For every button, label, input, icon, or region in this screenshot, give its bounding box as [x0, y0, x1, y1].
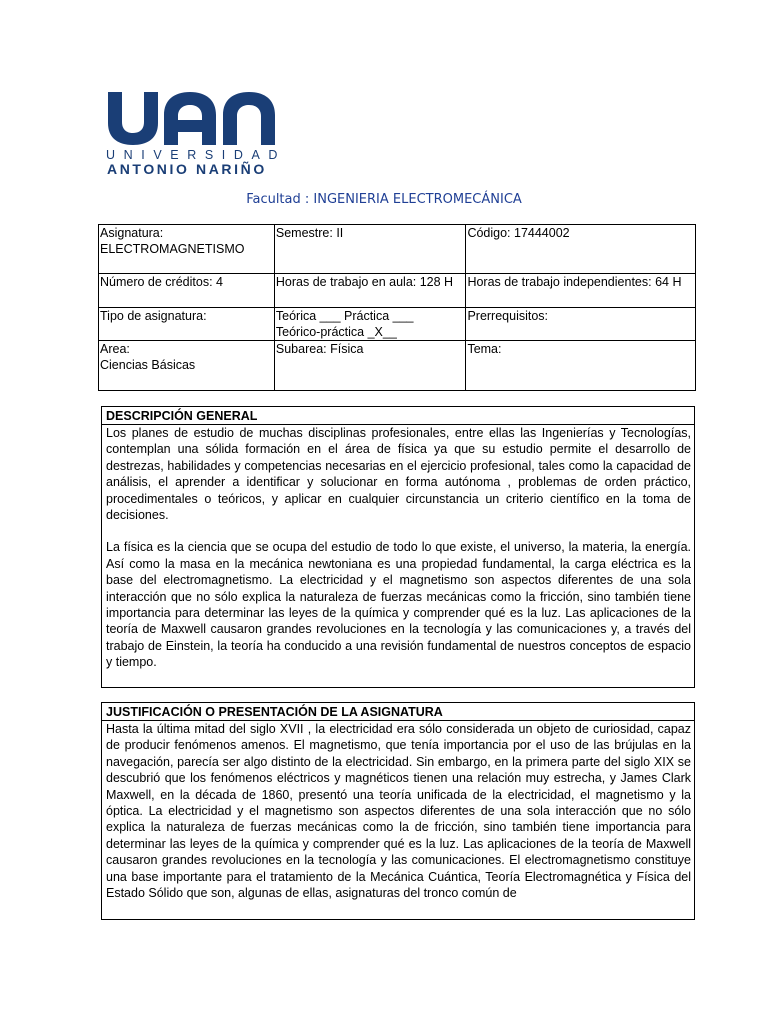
logo-antonio-narino-text: ANTONIO NARIÑO: [107, 161, 267, 177]
codigo-cell: Código: 17444002: [466, 225, 696, 274]
prerrequisitos-cell: Prerrequisitos:: [466, 308, 696, 341]
tema-cell: Tema:: [466, 341, 696, 391]
descripcion-paragraph-1: Los planes de estudio de muchas disciplinas profesionales, entre ellas las Ingenierías y Tecnologías, contemplan una sólida formación en el área de física ya que su estudio permite el desarrollo de destrezas, habilidades y competencias necesarias en el ejercicio profesional, tales como la capacidad de análisis, el aprender a identificar y solucionar en forma autónoma , problemas de orden práctico, procedimentales o teóricos, y aplicar en cualquier circunstancia un criterio científico en la toma de decisiones.: [106, 426, 691, 523]
asignatura-cell: Asignatura: ELECTROMAGNETISMO: [99, 225, 275, 274]
tipo-asignatura-cell: Tipo de asignatura:: [99, 308, 275, 341]
subarea-cell: Subarea: Física: [274, 341, 466, 391]
creditos-cell: Número de créditos: 4: [99, 274, 275, 308]
uan-logo-mark: [106, 90, 298, 146]
area-label: Area:: [100, 342, 130, 356]
course-info-table: [98, 224, 696, 391]
tipo-options-cell: [274, 308, 466, 341]
descripcion-title: DESCRIPCIÓN GENERAL: [102, 407, 694, 425]
justificacion-title: JUSTIFICACIÓN O PRESENTACIÓN DE LA ASIGNATURA: [102, 703, 694, 721]
descripcion-body: [102, 425, 694, 671]
tipo-options-line2: Teórico-práctica _X__: [275, 325, 397, 339]
descripcion-paragraph-2: La física es la ciencia que se ocupa del estudio de todo lo que existe, el universo, la materia, la energía. Así como la masa en la mecánica newtoniana es una propiedad fundamental, la carga eléctrica es la base del electromagnetismo. La electricidad y el magnetismo son aspectos diferentes de una sola interacción que no sólo explica la naturaleza de fuerzas mecánicas como la fricción, sino también tiene importancia para determinar las leyes de la química y comprender qué es la luz. Las aplicaciones de la teoría de Maxwell causaron grandes revoluciones en la tecnología y las comunicaciones y, a través del trabajo de Einstein, la teoría ha conducido a una revisión fundamental de nuestros conceptos de espacio y tiempo.: [106, 540, 691, 670]
horas-independientes-cell: Horas de trabajo independientes: 64 H: [466, 274, 696, 308]
horas-aula-cell: Horas de trabajo en aula: 128 H: [274, 274, 466, 308]
semestre-cell: Semestre: II: [274, 225, 466, 274]
logo-universidad-text: UNIVERSIDAD: [106, 148, 287, 162]
tipo-options-line1: Teórica ___ Práctica ___: [275, 309, 414, 323]
justificacion-body: [102, 721, 694, 901]
faculty-title: Facultad : INGENIERIA ELECTROMECÁNICA: [246, 192, 522, 207]
justificacion-paragraph-1: Hasta la última mitad del siglo XVII , la electricidad era sólo considerada un objeto de curiosidad, capaz de producir fenómenos amenos. El magnetismo, que tenía importancia por el uso de las brújulas en la navegación, parecía ser algo distinto de la electricidad. Sin embargo, en la primera parte del siglo XIX se descubrió que los fenómenos eléctricos y magnéticos tienen una relación muy estrecha, y James Clark Maxwell, en la década de 1860, presentó una teoría unificada de la electricidad, el magnetismo y la óptica. La electricidad y el magnetismo son aspectos diferentes de una sola interacción que no sólo explica la naturaleza de fuerzas mecánicas como la de fricción, sino también tiene importancia para determinar las leyes de la química y comprender qué es la luz. Las aplicaciones de la teoría de Maxwell causaron grandes revoluciones en la tecnología y las comunicaciones. El electromagnetismo constituye una base importante para el tratamiento de la Mecánica Cuántica, Teoría Electromagnética y Física del Estado Sólido que son, algunas de ellas, asignaturas del tronco común de: [106, 722, 691, 901]
area-value: Ciencias Básicas: [100, 358, 196, 372]
area-cell: [99, 341, 275, 391]
justificacion-section: [101, 702, 695, 920]
descripcion-section: [101, 406, 695, 688]
